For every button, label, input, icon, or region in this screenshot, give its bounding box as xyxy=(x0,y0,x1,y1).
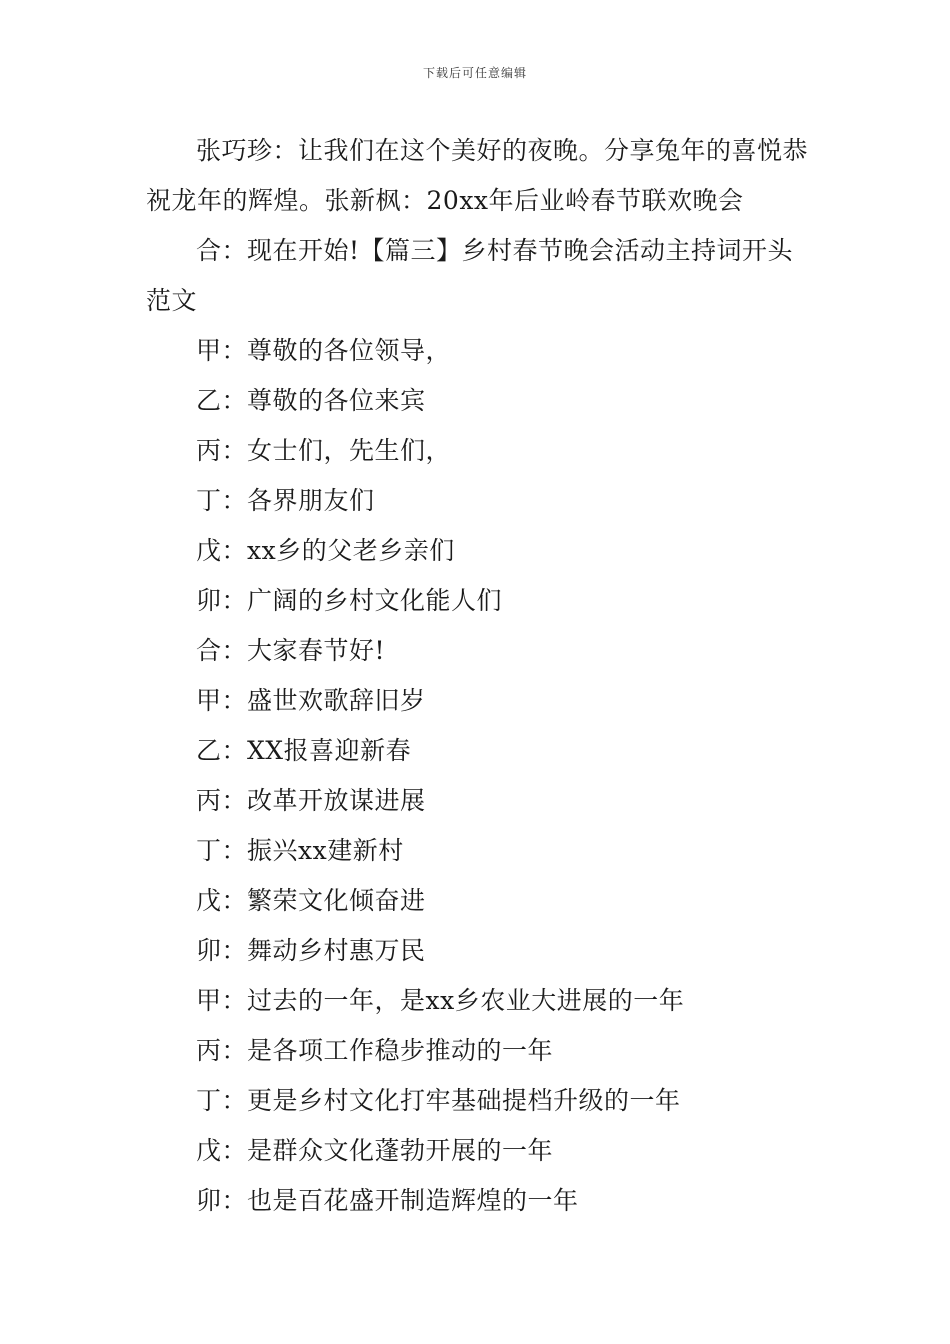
paragraph: 合：现在开始!【篇三】乡村春节晚会活动主持词开头范文 xyxy=(146,236,794,315)
paragraph: 张巧珍：让我们在这个美好的夜晚。分享兔年的喜悦恭祝龙年的辉煌。张新枫：20xx年后业岭春节联欢晚会 xyxy=(146,136,809,215)
paragraph: 卯：舞动乡村惠万民 xyxy=(196,936,426,965)
paragraph: 合：大家春节好! xyxy=(196,636,386,665)
paragraph: 乙：XX报喜迎新春 xyxy=(196,736,412,765)
paragraph: 卯：也是百花盛开制造辉煌的一年 xyxy=(196,1186,579,1215)
paragraph: 卯：广阔的乡村文化能人们 xyxy=(196,586,503,615)
header-note: 下载后可任意编辑 xyxy=(422,66,527,80)
paragraph: 丁：各界朋友们 xyxy=(196,486,375,515)
paragraph: 戊：繁荣文化倾奋进 xyxy=(196,886,426,915)
document-body xyxy=(146,126,811,1226)
paragraph: 甲：尊敬的各位领导， xyxy=(196,336,452,365)
paragraph: 丙：女士们，先生们， xyxy=(196,436,452,465)
paragraph: 甲：过去的一年，是xx乡农业大进展的一年 xyxy=(196,986,685,1015)
paragraph: 丁：更是乡村文化打牢基础提档升级的一年 xyxy=(196,1086,681,1115)
paragraph: 甲：盛世欢歌辞旧岁 xyxy=(196,686,426,715)
paragraph: 丁：振兴xx建新村 xyxy=(196,836,404,865)
paragraph: 丙：改革开放谋进展 xyxy=(196,786,426,815)
paragraph: 戊：是群众文化蓬勃开展的一年 xyxy=(196,1136,554,1165)
paragraph: 丙：是各项工作稳步推动的一年 xyxy=(196,1036,554,1065)
paragraph: 乙：尊敬的各位来宾 xyxy=(196,386,426,415)
paragraph: 戊：xx乡的父老乡亲们 xyxy=(196,536,455,565)
